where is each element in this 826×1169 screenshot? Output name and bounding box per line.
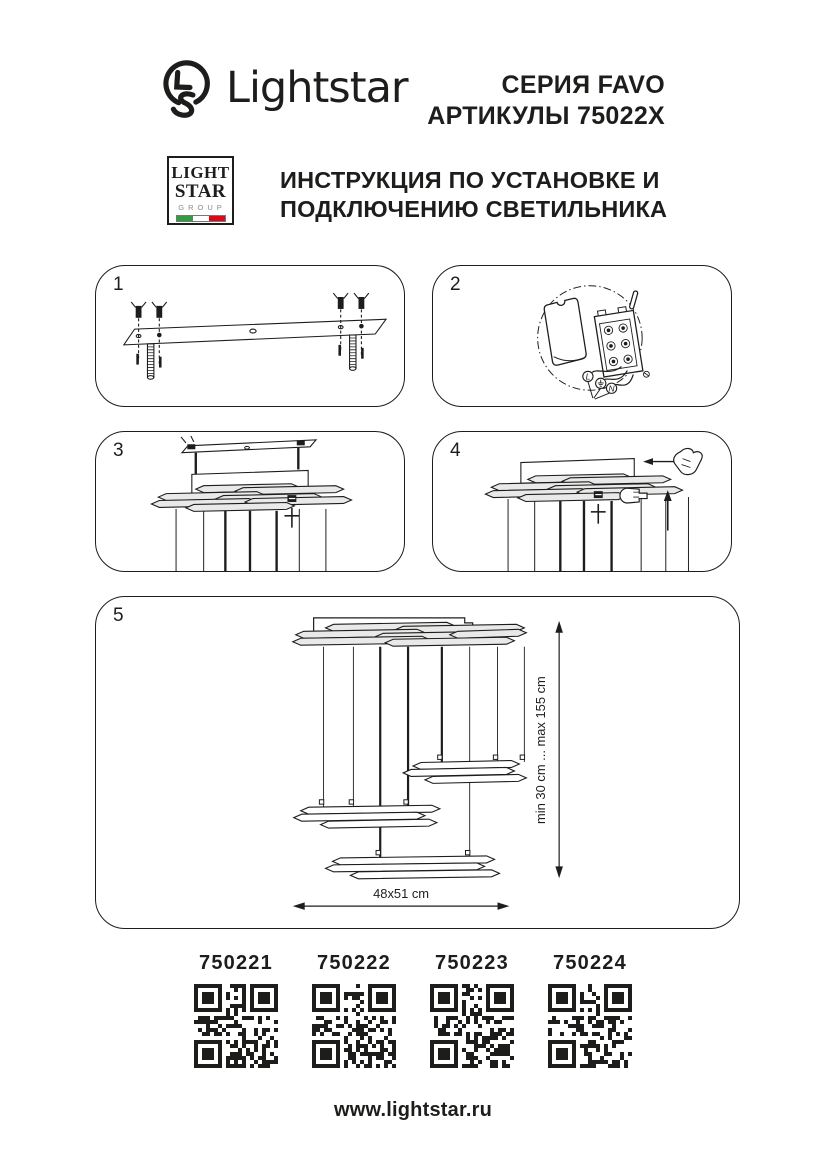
push-arrow-icon: [643, 458, 676, 465]
height-dimension: [533, 621, 563, 878]
step-number: 2: [450, 274, 461, 295]
mounting-plate: [124, 319, 386, 345]
title-line2: ПОДКЛЮЧЕНИЮ СВЕТИЛЬНИКА: [280, 196, 668, 222]
live-wire-label: L: [585, 371, 591, 382]
article-list: [0, 952, 826, 1068]
step-panel-5: [95, 596, 740, 929]
lsg-star-text: STAR: [174, 181, 227, 202]
step1-mounting-plate-illustration: [96, 266, 404, 406]
series-name: СЕРИЯ FAVO: [501, 71, 665, 99]
step3-hanging-illustration: [96, 432, 404, 571]
qr-code: [194, 984, 278, 1068]
title-line1: ИНСТРУКЦИЯ ПО УСТАНОВКЕ И: [280, 167, 660, 193]
lightstar-brand: [156, 56, 408, 134]
step-number: 4: [450, 440, 461, 461]
qr-code: [312, 984, 396, 1068]
brand-wordmark: Lightstar: [226, 63, 408, 113]
page-title: [280, 166, 667, 224]
step-panel-1: [95, 265, 405, 407]
step5-dimensions-illustration: [96, 597, 739, 928]
article-number: 750221: [199, 952, 273, 974]
qr-code: [548, 984, 632, 1068]
step-number: 1: [113, 274, 124, 295]
article-item: [430, 952, 515, 1068]
step-panel-2: [432, 265, 732, 407]
neutral-wire-label: N: [608, 383, 615, 394]
footprint-label: 48x51 cm: [373, 886, 430, 902]
step-panel-3: [95, 431, 405, 572]
hand-icon: [674, 448, 703, 474]
height-range-label: min 30 cm ... max 155 cm: [533, 676, 549, 824]
step4-adjusting-illustration: [433, 432, 731, 571]
step2-wiring-illustration: [433, 266, 731, 406]
article-number: 750224: [553, 952, 627, 974]
article-number: 750223: [435, 952, 509, 974]
lift-arrow-icon: [664, 490, 672, 530]
step-panel-4: [432, 431, 732, 572]
step-number: 5: [113, 605, 124, 626]
lightstar-bulb-logo-icon: [156, 56, 218, 134]
terminal-cover: [543, 298, 587, 366]
series-articles: АРТИКУЛЫ 75022X: [427, 102, 665, 130]
step-number: 3: [113, 440, 124, 461]
series-block: [427, 70, 665, 132]
article-item: [312, 952, 397, 1068]
article-number: 750222: [317, 952, 391, 974]
lightstar-group-logo: [167, 156, 234, 225]
width-dimension: [293, 886, 510, 910]
lsg-light-text: LIGHT: [171, 163, 230, 182]
article-item: [548, 952, 633, 1068]
lsg-group-text: GROUP: [178, 203, 226, 212]
qr-code: [430, 984, 514, 1068]
article-item: [194, 952, 279, 1068]
website-link[interactable]: www.lightstar.ru: [333, 1099, 493, 1121]
italian-flag-icon: [176, 215, 226, 222]
terminal-block: [592, 293, 650, 384]
